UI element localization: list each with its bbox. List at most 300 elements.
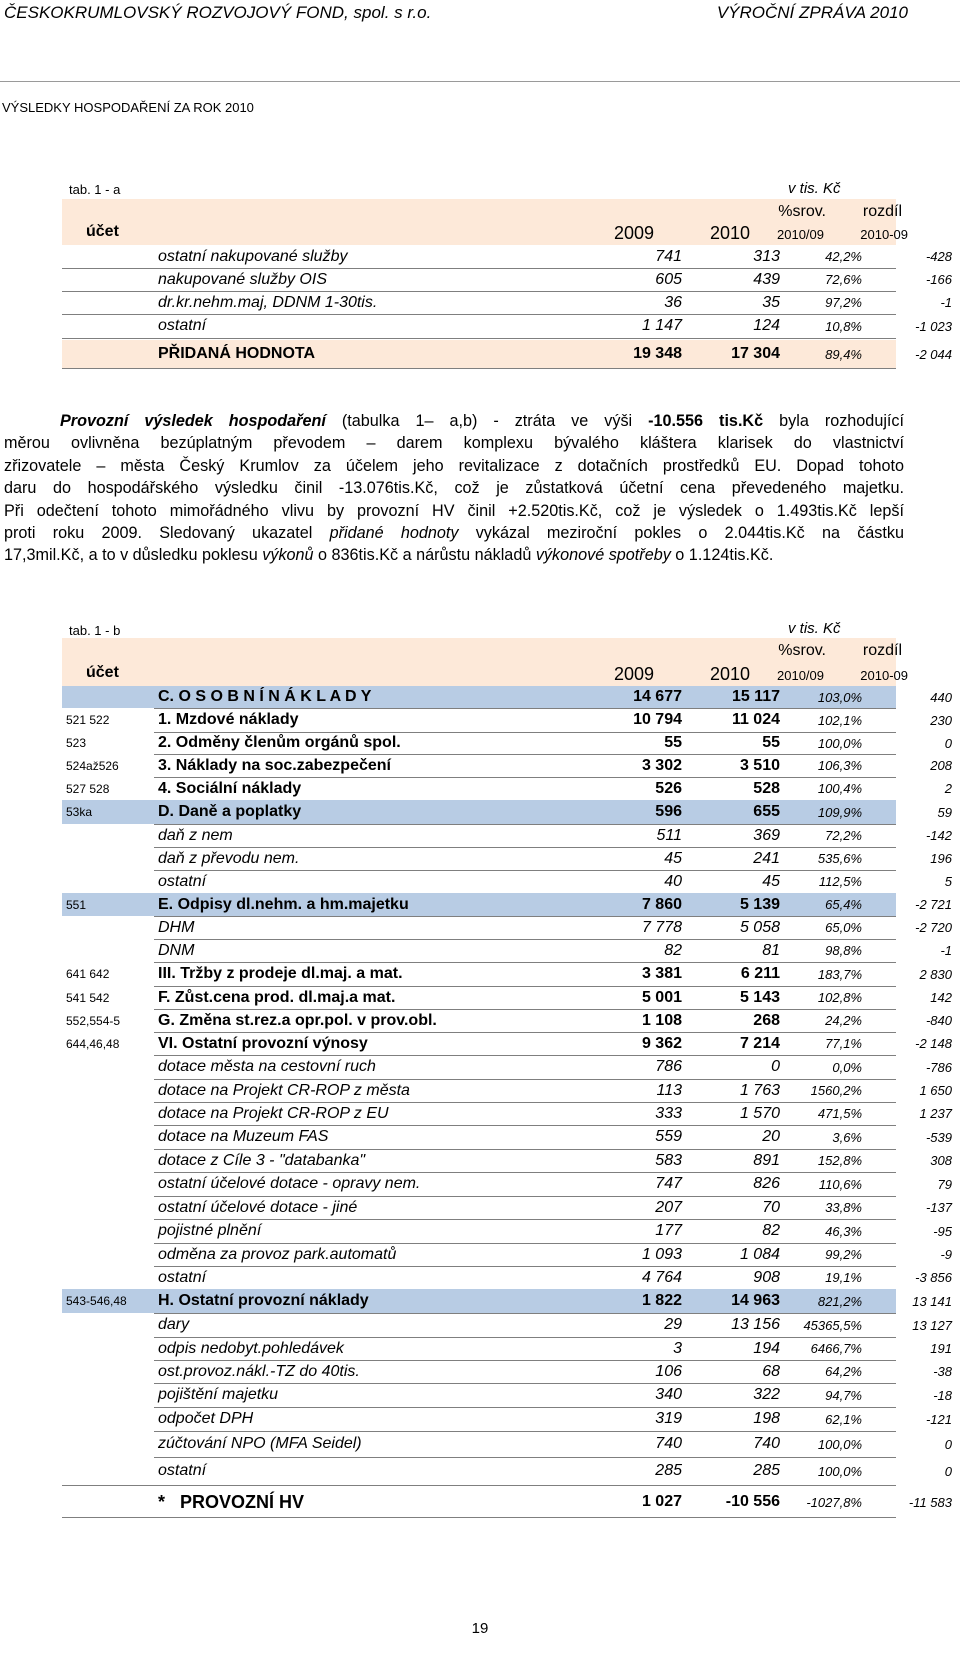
row-pct: 72,6% [825,272,862,287]
row-account [62,1360,154,1383]
row-label: E. Odpisy dl.nehm. a hm.majetku [158,895,409,913]
row-diff: 440 [930,689,952,705]
page-number: 19 [471,1620,489,1637]
row-label: ostatní [158,1268,207,1286]
row-account: 53ka [62,800,154,824]
row-2009: 340 [655,1386,682,1403]
table-row [62,1032,952,1056]
row-pct: 100,0% [817,735,862,751]
table-row [62,1431,952,1458]
row-pct: 6466,7% [810,1341,862,1356]
row-2009: 9 362 [641,1034,682,1052]
row-account [62,1219,154,1243]
row-diff: -2 044 [915,346,952,362]
row-pct: 45365,5% [803,1317,862,1333]
table-a-col-2009: 2009 [613,223,654,243]
table-row [62,686,952,709]
row-2009: 82 [664,941,682,959]
header-rule [0,81,960,82]
row-diff: 13 127 [912,1317,952,1333]
operating-result-row [62,1487,952,1518]
row-2009: 1 822 [641,1292,682,1309]
table-a-unit: v tis. Kč [788,180,841,197]
row-account [62,1407,154,1431]
table-b-col-2010: 2010 [709,664,750,684]
row-account [62,1243,154,1266]
row-diff: -121 [925,1411,952,1427]
row-2010: 313 [753,247,780,265]
row-pct: 1560,2% [810,1083,862,1098]
row-2009: 3 302 [641,756,682,774]
row-account: 644,46,48 [62,1032,154,1055]
row-pct: 77,1% [825,1036,862,1051]
row-pct: 94,7% [825,1387,862,1403]
row-label: F. Zůst.cena prod. dl.maj.a mat. [158,988,396,1006]
row-pct: 19,1% [825,1270,862,1285]
table-row [62,1337,952,1361]
row-pct: 102,1% [817,712,862,728]
row-account [62,1337,154,1360]
row-2009: 40 [664,872,682,890]
paragraph-emphasis: přidané hodnoty [329,523,459,542]
row-2010: 14 963 [731,1292,780,1309]
table-row [62,800,952,825]
row-pct: 89,4% [825,346,862,362]
row-label: dotace na Projekt CR-ROP z EU [158,1104,389,1122]
row-diff: -137 [925,1200,952,1215]
table-row [62,986,952,1010]
row-label: D. Daně a poplatky [158,803,302,820]
table-row [62,916,952,940]
row-label: nakupované služby OIS [158,270,327,288]
row-2010: 740 [753,1435,780,1452]
row-diff: 191 [930,1341,952,1356]
row-diff: 0 [944,1436,952,1452]
row-2010: 891 [753,1151,780,1169]
table-a-header [62,199,908,245]
row-2010: 369 [753,826,780,844]
row-2009: 559 [655,1128,682,1145]
row-label: ostatní [158,1462,207,1479]
table-row [62,708,952,733]
row-diff: -2 720 [915,920,952,935]
row-diff: 5 [944,874,952,889]
row-2009: 55 [664,734,682,751]
table-b-unit: v tis. Kč [788,620,841,637]
row-account: 543-546,48 [62,1289,154,1313]
row-2009: 4 764 [641,1268,682,1286]
table-a-tag: tab. 1 - a [69,182,121,197]
row-label: PŘIDANÁ HODNOTA [158,345,316,362]
row-account [62,1079,154,1102]
row-diff: 1 237 [919,1106,952,1121]
commentary-paragraph [4,410,904,567]
row-2009: 36 [664,293,682,311]
row-2009: 605 [655,270,682,288]
paragraph-text: proti roku 2009. Sledovaný ukazatel [4,523,330,542]
table-b-col-diff-sub: 2010-09 [860,668,908,683]
total-marker: * [158,1491,166,1512]
table-a-col-pct: %srov. [778,203,826,220]
row-pct: 183,7% [817,966,862,982]
table-row [62,824,952,848]
row-diff: -2 148 [915,1036,952,1051]
row-diff: -786 [925,1059,952,1075]
paragraph-text: (tabulka 1– a,b) - ztráta ve výši [325,412,649,430]
table-row [62,847,952,871]
row-account [62,939,154,962]
row-label: 2. Odměny členům orgánů spol. [158,734,401,751]
row-diff: 79 [937,1176,952,1192]
row-label: odpočet DPH [158,1410,254,1427]
row-2010: 15 117 [731,688,780,705]
row-label: odměna za provoz park.automatů [158,1245,397,1263]
row-2010: 5 139 [739,895,780,913]
row-2010: 528 [753,779,780,797]
row-2010: 322 [753,1386,780,1403]
row-diff: -9 [940,1247,952,1262]
paragraph-line: Při odečtení tohoto mimořádného vlivu by provozní HV činil +2.520tis.Kč, což je výsledek o 1.493tis.Kč lepší [4,501,904,520]
row-account [62,1172,154,1196]
table-row [62,1079,952,1103]
row-2010: 5 058 [739,918,780,936]
row-pct: 471,5% [817,1106,862,1121]
row-account: 552,554-5 [62,1009,154,1032]
table-row [62,754,952,778]
row-account: 524až526 [62,754,154,777]
row-account [62,824,154,847]
table-row [62,1266,952,1290]
row-account [62,916,154,939]
row-pct: 64,2% [825,1364,862,1379]
row-label: dr.kr.nehm.maj, DDNM 1-30tis. [158,293,378,311]
table-row [62,1009,952,1033]
added-value-row [62,340,952,369]
row-label: C. O S O B N Í N Á K L A D Y [158,688,372,705]
row-diff: 208 [930,758,952,773]
row-2009: 596 [655,803,682,820]
row-pct: 98,8% [825,943,862,958]
row-account [62,1457,154,1485]
row-diff: -2 721 [915,897,952,912]
row-2009: 319 [655,1410,682,1427]
row-label: PROVOZNÍ HV [180,1491,305,1512]
row-account [62,1266,154,1289]
row-2009: 786 [655,1058,682,1075]
row-2010: -10 556 [725,1493,780,1510]
row-account [62,686,154,708]
row-diff: 2 830 [919,966,952,982]
row-2009: 10 794 [633,711,682,728]
row-label: dotace města na cestovní ruch [158,1058,376,1075]
row-2009: 741 [655,247,682,265]
row-2010: 70 [762,1198,780,1216]
row-label: dotace na Muzeum FAS [158,1128,329,1145]
row-2010: 20 [762,1128,780,1145]
row-2010: 11 024 [731,711,780,728]
table-b-col-2009: 2009 [613,664,654,684]
row-pct: 72,2% [825,828,862,843]
row-2010: 285 [753,1462,780,1479]
row-pct: -1027,8% [806,1494,862,1510]
row-2010: 439 [753,270,780,288]
row-diff: -11 583 [908,1494,952,1510]
row-label: H. Ostatní provozní náklady [158,1292,369,1309]
table-b-tag: tab. 1 - b [69,623,121,638]
row-diff: 230 [930,712,952,728]
table-a-col-account: účet [86,223,119,240]
paragraph-emphasis: výkonů [262,546,314,565]
paragraph-text: vykázal meziroční pokles o 2.044tis.Kč na částku [458,523,904,542]
paragraph-text: o 1.124tis.Kč. [670,546,774,565]
row-2009: 7 778 [641,918,682,936]
table-row [62,291,952,315]
row-pct: 65,0% [825,920,862,935]
row-label: G. Změna st.rez.a opr.pol. v prov.obl. [158,1011,437,1029]
row-2010: 194 [753,1339,780,1357]
row-label: daň z nem [158,826,233,844]
row-pct: 24,2% [825,1013,862,1028]
paragraph-line: daru do hospodářského výsledku činil -13.076tis.Kč, což je zůstatková účetní cena převedeného majetku. [4,479,904,498]
row-label: ostatní nakupované služby [158,247,348,265]
row-2010: 5 143 [739,988,780,1006]
row-2010: 17 304 [731,345,780,362]
row-label: daň z převodu nem. [158,849,300,867]
row-label: dotace na Projekt CR-ROP z města [158,1081,410,1099]
row-2009: 3 381 [641,965,682,982]
row-label: ostatní [158,317,207,334]
row-diff: -142 [925,828,952,843]
row-account [62,1313,154,1337]
row-pct: 100,0% [817,1436,862,1452]
row-2009: 7 860 [641,895,682,913]
row-pct: 152,8% [817,1153,862,1168]
table-b-col-pct: %srov. [778,642,826,659]
row-2009: 1 027 [641,1493,682,1510]
paragraph-line: zřizovatele – města Český Krumlov za účelem jeho revitalizace z dotačních prostředků EU. Dopad tohoto [4,456,904,475]
paragraph-lead: Provozní výsledek hospodaření [60,412,326,430]
row-2009: 207 [655,1198,682,1216]
table-row [62,1125,952,1150]
row-2009: 29 [664,1316,682,1333]
table-row [62,1196,952,1220]
row-label: odpis nedobyt.pohledávek [158,1339,344,1357]
row-pct: 821,2% [817,1293,862,1309]
table-row [62,1055,952,1080]
table-row [62,1172,952,1197]
table-row [62,732,952,755]
row-label: pojištění majetku [158,1386,279,1403]
row-2010: 655 [753,803,780,820]
row-2009: 177 [655,1222,682,1239]
row-diff: -95 [933,1223,952,1239]
row-account [62,1149,154,1172]
row-2009: 14 677 [633,688,682,705]
row-2010: 45 [762,872,780,890]
row-2009: 1 147 [641,317,682,334]
row-account: 551 [62,893,154,916]
section-title: VÝSLEDKY HOSPODAŘENÍ ZA ROK 2010 [2,100,254,115]
row-diff: -539 [925,1129,952,1145]
row-2009: 45 [664,849,682,867]
paragraph-text: byla rozhodující [763,412,905,430]
row-pct: 535,6% [817,851,862,866]
row-pct: 110,6% [818,1176,862,1192]
row-2009: 583 [655,1151,682,1169]
table-row [62,1457,952,1486]
row-diff: -3 856 [915,1270,952,1285]
row-account: 541 542 [62,986,154,1009]
row-2010: 826 [753,1175,780,1192]
row-label: 4. Sociální náklady [158,779,302,797]
row-pct: 100,0% [817,1463,862,1479]
row-2010: 82 [762,1222,780,1239]
table-row [62,1407,952,1432]
row-2009: 106 [655,1362,682,1380]
row-2009: 511 [656,826,682,844]
row-label: pojistné plnění [158,1222,262,1239]
row-label: ost.provoz.nákl.-TZ do 40tis. [158,1362,360,1380]
row-2010: 55 [762,734,780,751]
row-2010: 241 [753,849,780,867]
row-account [62,847,154,870]
row-pct: 106,3% [817,758,862,773]
paragraph-line: měrou ovlivněna bezúplatným převodem – darem komplexu bývalého kláštera klarisek do vlastnictví [4,434,904,453]
table-row [62,777,952,801]
row-diff: 1 650 [919,1083,952,1098]
row-pct: 10,8% [825,318,862,334]
table-a-col-diff: rozdíl [862,203,902,220]
row-pct: 102,8% [817,990,862,1005]
row-account [62,1102,154,1125]
row-2009: 3 [673,1339,682,1357]
table-row [62,268,952,292]
row-diff: 13 141 [912,1293,952,1309]
table-row [62,1149,952,1173]
table-row [62,1383,952,1408]
row-2010: 13 156 [731,1316,780,1333]
row-pct: 65,4% [825,897,862,912]
row-account: 641 642 [62,962,154,986]
row-pct: 42,2% [825,249,862,264]
row-2009: 1 108 [641,1011,682,1029]
row-pct: 109,9% [817,804,862,820]
table-row [62,314,952,339]
table-b-header [62,638,908,686]
table-row [62,1102,952,1126]
row-2010: 81 [762,941,780,959]
row-label: 3. Náklady na soc.zabezpečení [158,756,391,774]
table-row [62,962,952,987]
row-pct: 0,0% [832,1059,862,1075]
row-2009: 1 093 [641,1245,682,1263]
paragraph-emphasis: výkonové spotřeby [535,546,671,565]
paragraph-amount: -10.556 tis.Kč [648,412,764,430]
row-diff: 59 [937,804,952,820]
row-account [62,1383,154,1407]
row-diff: 2 [944,781,952,796]
row-pct: 3,6% [832,1129,862,1145]
paragraph-text: o 836tis.Kč a nárůstu nákladů [313,546,536,565]
row-2010: 1 570 [739,1104,780,1122]
row-account [62,1055,154,1079]
row-label: ostatní [158,872,207,890]
row-diff: 142 [930,990,952,1005]
table-b-col-diff: rozdíl [862,642,902,659]
row-account: 527 528 [62,777,154,800]
row-2009: 333 [655,1104,682,1122]
row-2010: 908 [753,1268,780,1286]
row-2010: 3 510 [739,756,780,774]
row-label: DNM [158,941,195,959]
row-2009: 113 [656,1081,682,1099]
row-2010: 6 211 [740,965,780,982]
table-a-col-2010: 2010 [709,223,750,243]
row-2010: 0 [771,1058,780,1075]
row-2010: 268 [753,1011,780,1029]
row-label: III. Tržby z prodeje dl.maj. a mat. [158,965,403,982]
row-pct: 100,4% [817,781,862,796]
table-a [62,245,952,375]
row-diff: -428 [925,249,952,264]
table-row [62,1360,952,1384]
row-pct: 112,5% [818,874,862,889]
table-a-col-pct-sub: 2010/09 [777,227,824,242]
row-2010: 35 [762,293,780,311]
table-row [62,870,952,894]
header-company: ČESKOKRUMLOVSKÝ ROZVOJOVÝ FOND, spol. s r.o. [4,3,432,22]
table-row [62,893,952,917]
row-2009: 526 [655,779,682,797]
row-label: ostatní účelové dotace - jiné [158,1198,358,1216]
row-pct: 46,3% [825,1223,862,1239]
row-label: dotace z Cíle 3 - "databanka" [158,1151,366,1169]
table-row [62,245,952,269]
row-label: zúčtování NPO (MFA Seidel) [158,1435,362,1452]
row-diff: -1 [940,295,952,310]
row-account [62,1431,154,1457]
table-row [62,1219,952,1244]
row-pct: 33,8% [825,1200,862,1215]
row-diff: 308 [930,1153,952,1168]
table-row [62,939,952,963]
row-2009: 19 348 [633,345,682,362]
row-label: dary [158,1316,190,1333]
row-label: VI. Ostatní provozní výnosy [158,1034,368,1052]
row-diff: -840 [925,1013,952,1028]
row-pct: 62,1% [825,1411,862,1427]
row-diff: 0 [944,735,952,751]
row-2009: 747 [655,1175,682,1192]
table-row [62,1243,952,1267]
row-2010: 68 [762,1362,780,1380]
table-row [62,1313,952,1338]
row-account: 521 522 [62,708,154,732]
row-2009: 285 [655,1462,682,1479]
row-2010: 7 214 [739,1034,780,1052]
row-2009: 740 [655,1435,682,1452]
table-b-col-pct-sub: 2010/09 [777,668,824,683]
row-label: DHM [158,918,195,936]
row-pct: 99,2% [825,1247,862,1262]
row-2010: 124 [753,317,780,334]
row-diff: -1 023 [915,318,952,334]
row-2010: 198 [753,1410,780,1427]
row-diff: -166 [925,272,952,287]
row-label: 1. Mzdové náklady [158,711,299,728]
row-2009: 5 001 [641,988,682,1006]
row-diff: -38 [933,1364,952,1379]
